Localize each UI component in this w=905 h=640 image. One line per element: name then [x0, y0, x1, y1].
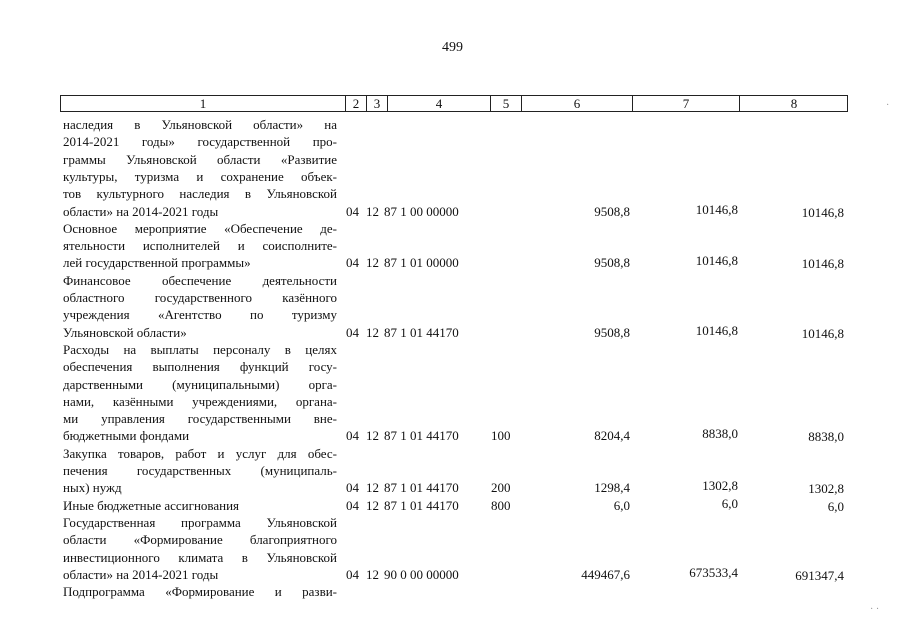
header-col-8: 8	[739, 96, 848, 111]
amount-col-8: 6,0	[827, 498, 844, 514]
description-line: тов культурного наследия в Ульяновской	[63, 186, 337, 202]
amount-col-8: 691347,4	[795, 567, 844, 583]
amount-col-7: 10146,8	[695, 201, 738, 217]
amount-col-7: 673533,4	[689, 564, 738, 580]
description-line: культуры, туризма и сохранение объек-	[63, 168, 337, 184]
description-line: областного государственного казённого	[63, 290, 337, 305]
target-article-code: 87 1 01 44170	[384, 480, 459, 496]
amount-col-6: 1298,4	[594, 480, 630, 496]
header-col-3: 3	[366, 96, 387, 111]
description-line: инвестиционного климата в Ульяновской	[63, 549, 337, 565]
description-line: области» на 2014-2021 годы	[63, 566, 219, 582]
description-line: Основное мероприятие «Обеспечение де-	[63, 220, 337, 236]
description-line: ми управления государственными вне-	[63, 411, 337, 427]
subsection-code: 12	[366, 566, 379, 582]
description-line: бюджетными фондами	[63, 428, 190, 444]
section-code: 04	[346, 497, 359, 513]
amount-col-8: 1302,8	[808, 481, 844, 497]
target-article-code: 87 1 00 00000	[384, 203, 459, 219]
amount-col-6: 9508,8	[594, 203, 630, 219]
subsection-code: 12	[366, 480, 379, 496]
description-line: Ульяновской области»	[63, 324, 187, 340]
amount-col-6: 9508,8	[594, 324, 630, 340]
target-article-code: 90 0 00 00000	[384, 566, 459, 582]
amount-col-8: 8838,0	[808, 429, 844, 445]
target-article-code: 87 1 01 44170	[384, 324, 459, 340]
description-line: Иные бюджетные ассигнования	[63, 497, 240, 513]
target-article-code: 87 1 01 00000	[384, 255, 459, 271]
amount-col-7: 1302,8	[702, 478, 738, 494]
description-line: Закупка товаров, работ и услуг для обес-	[63, 445, 337, 461]
amount-col-7: 10146,8	[695, 253, 738, 269]
amount-col-8: 10146,8	[801, 325, 844, 341]
description-line: Подпрограмма «Формирование и разви-	[63, 584, 337, 600]
scan-speck: ·	[886, 100, 890, 111]
header-col-5: 5	[490, 96, 521, 111]
description-line: 2014-2021 годы» государственной про-	[63, 134, 337, 150]
expense-type-code: 800	[491, 497, 511, 513]
header-col-6: 6	[521, 96, 632, 111]
amount-col-6: 8204,4	[594, 428, 630, 444]
description-line: Государственная программа Ульяновской	[63, 514, 337, 530]
description-line: Финансовое обеспечение деятельности	[63, 272, 337, 288]
amount-col-7: 10146,8	[695, 322, 738, 338]
scan-speck: · ·	[870, 604, 880, 615]
header-col-7: 7	[632, 96, 739, 111]
expense-type-code: 100	[491, 428, 511, 444]
subsection-code: 12	[366, 324, 379, 340]
subsection-code: 12	[366, 203, 379, 219]
section-code: 04	[346, 255, 359, 271]
description-line: учреждения «Агентство по туризму	[63, 307, 337, 323]
description-line: нами, казёнными учреждениями, органа-	[63, 393, 337, 409]
table-header-row	[60, 95, 848, 112]
target-article-code: 87 1 01 44170	[384, 497, 459, 513]
header-col-1: 1	[199, 96, 207, 111]
section-code: 04	[346, 480, 359, 496]
amount-col-6: 9508,8	[594, 255, 630, 271]
subsection-code: 12	[366, 255, 379, 271]
description-line: области» на 2014-2021 годы	[63, 203, 219, 219]
section-code: 04	[346, 203, 359, 219]
amount-col-6: 449467,6	[581, 566, 630, 582]
amount-col-8: 10146,8	[801, 204, 844, 220]
target-article-code: 87 1 01 44170	[384, 428, 459, 444]
description-line: области «Формирование благоприятного	[63, 532, 337, 548]
amount-col-7: 6,0	[721, 495, 738, 511]
description-line: ятельности исполнителей и соисполните-	[63, 238, 337, 254]
description-line: Расходы на выплаты персоналу в целях	[63, 341, 337, 357]
header-col-4: 4	[387, 96, 490, 111]
page-number: 499	[442, 40, 463, 55]
description-line: печения государственных (муниципаль-	[63, 463, 337, 478]
amount-col-7: 8838,0	[702, 426, 738, 442]
description-line: дарственными (муниципальными) орга-	[63, 376, 337, 392]
subsection-code: 12	[366, 428, 379, 444]
section-code: 04	[346, 324, 359, 340]
section-code: 04	[346, 566, 359, 582]
header-col-2: 2	[345, 96, 366, 111]
description-line: ных) нужд	[63, 480, 122, 496]
expense-type-code: 200	[491, 480, 511, 496]
description-line: граммы Ульяновской области «Развитие	[63, 151, 337, 167]
description-line: обеспечения выполнения функций госу-	[63, 359, 337, 375]
section-code: 04	[346, 428, 359, 444]
subsection-code: 12	[366, 497, 379, 513]
amount-col-8: 10146,8	[801, 256, 844, 272]
description-line: наследия в Ульяновской области» на	[63, 117, 337, 132]
description-line: лей государственной программы»	[63, 255, 251, 271]
amount-col-6: 6,0	[613, 497, 630, 513]
